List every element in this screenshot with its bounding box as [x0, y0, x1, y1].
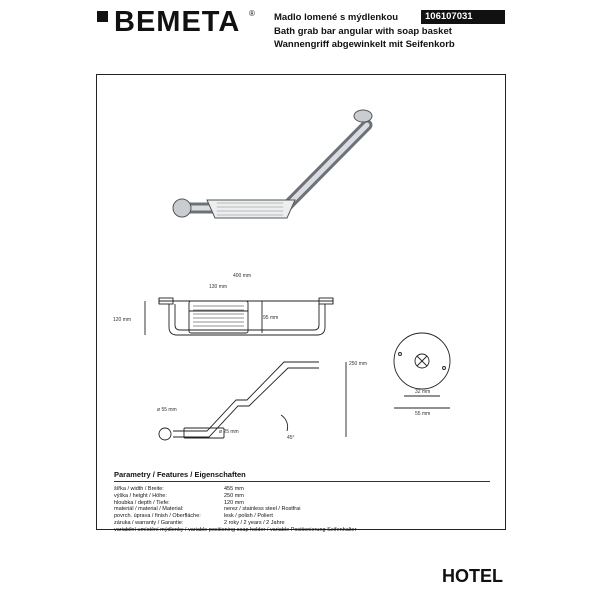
parameter-label: záruka / warranty / Garantie: [114, 519, 184, 526]
parameter-row [114, 520, 490, 527]
parameters-table [114, 486, 490, 527]
parameter-value: nerez / stainless steel / Rostfrai [224, 506, 301, 513]
title-de: Wannengriff abgewinkelt mit Seifenkorb [274, 39, 455, 50]
dim-rosette-outer: 55 mm [415, 411, 431, 417]
parameter-label: materiál / material / Material: [114, 506, 184, 513]
dim-rosette-inner: 32 mm [415, 389, 431, 395]
parameters-note: variabilní umístění mýdlenky / variable positioning soap holder / variable Positionierung Seifenhalter [114, 526, 357, 533]
parameter-row [114, 500, 490, 507]
parameter-row [114, 506, 490, 513]
parameter-value: lesk / polish / Poliert [224, 513, 273, 520]
dim-height-front: 120 mm [113, 317, 132, 323]
technical-drawing [97, 75, 507, 465]
parameter-label: hloubka / depth / Tiefe: [114, 499, 170, 506]
title-cz: Madlo lomené s mýdlenkou [274, 12, 399, 23]
parameters-section [114, 470, 490, 534]
parameter-label: výška / height / Höhe: [114, 492, 167, 499]
footer-line: HOTEL [442, 566, 503, 586]
dim-tube-dia: ø 25 mm [219, 429, 239, 435]
side-view [159, 362, 346, 440]
product-sheet [96, 74, 506, 533]
parameter-row [114, 493, 490, 500]
dim-basket-width: 130 mm [209, 284, 228, 290]
brand-logo: BEMETA [114, 6, 241, 38]
parameter-row [114, 513, 490, 520]
front-view [145, 298, 333, 335]
parameter-label: šířka / width / Breite: [114, 486, 164, 492]
registered-mark: ® [249, 9, 255, 18]
parameter-value: 120 mm [224, 499, 244, 506]
parameter-label: povrch. úprava / finish / Oberfläche: [114, 513, 201, 520]
logo-square-icon [97, 11, 108, 22]
dim-width: 400 mm [233, 273, 252, 279]
parameter-value: 250 mm [224, 492, 244, 499]
dim-angle: 45° [287, 435, 295, 441]
dim-basket-depth: 95 mm [263, 315, 279, 321]
dim-height-side: 250 mm [349, 361, 368, 367]
dim-flange-dia: ø 55 mm [157, 407, 177, 413]
parameter-value: 455 mm [224, 486, 244, 492]
rosette-view [394, 333, 450, 408]
parameters-divider [114, 481, 490, 482]
title-en: Bath grab bar angular with soap basket [274, 25, 452, 37]
parameters-title: Parametry / Features / Eigenschaften [114, 470, 246, 479]
product-photo [173, 110, 372, 218]
parameter-row [114, 486, 490, 493]
parameter-value: 2 roky / 2 years / 2 Jahre [224, 519, 285, 526]
product-code: 106107031 [421, 10, 505, 24]
